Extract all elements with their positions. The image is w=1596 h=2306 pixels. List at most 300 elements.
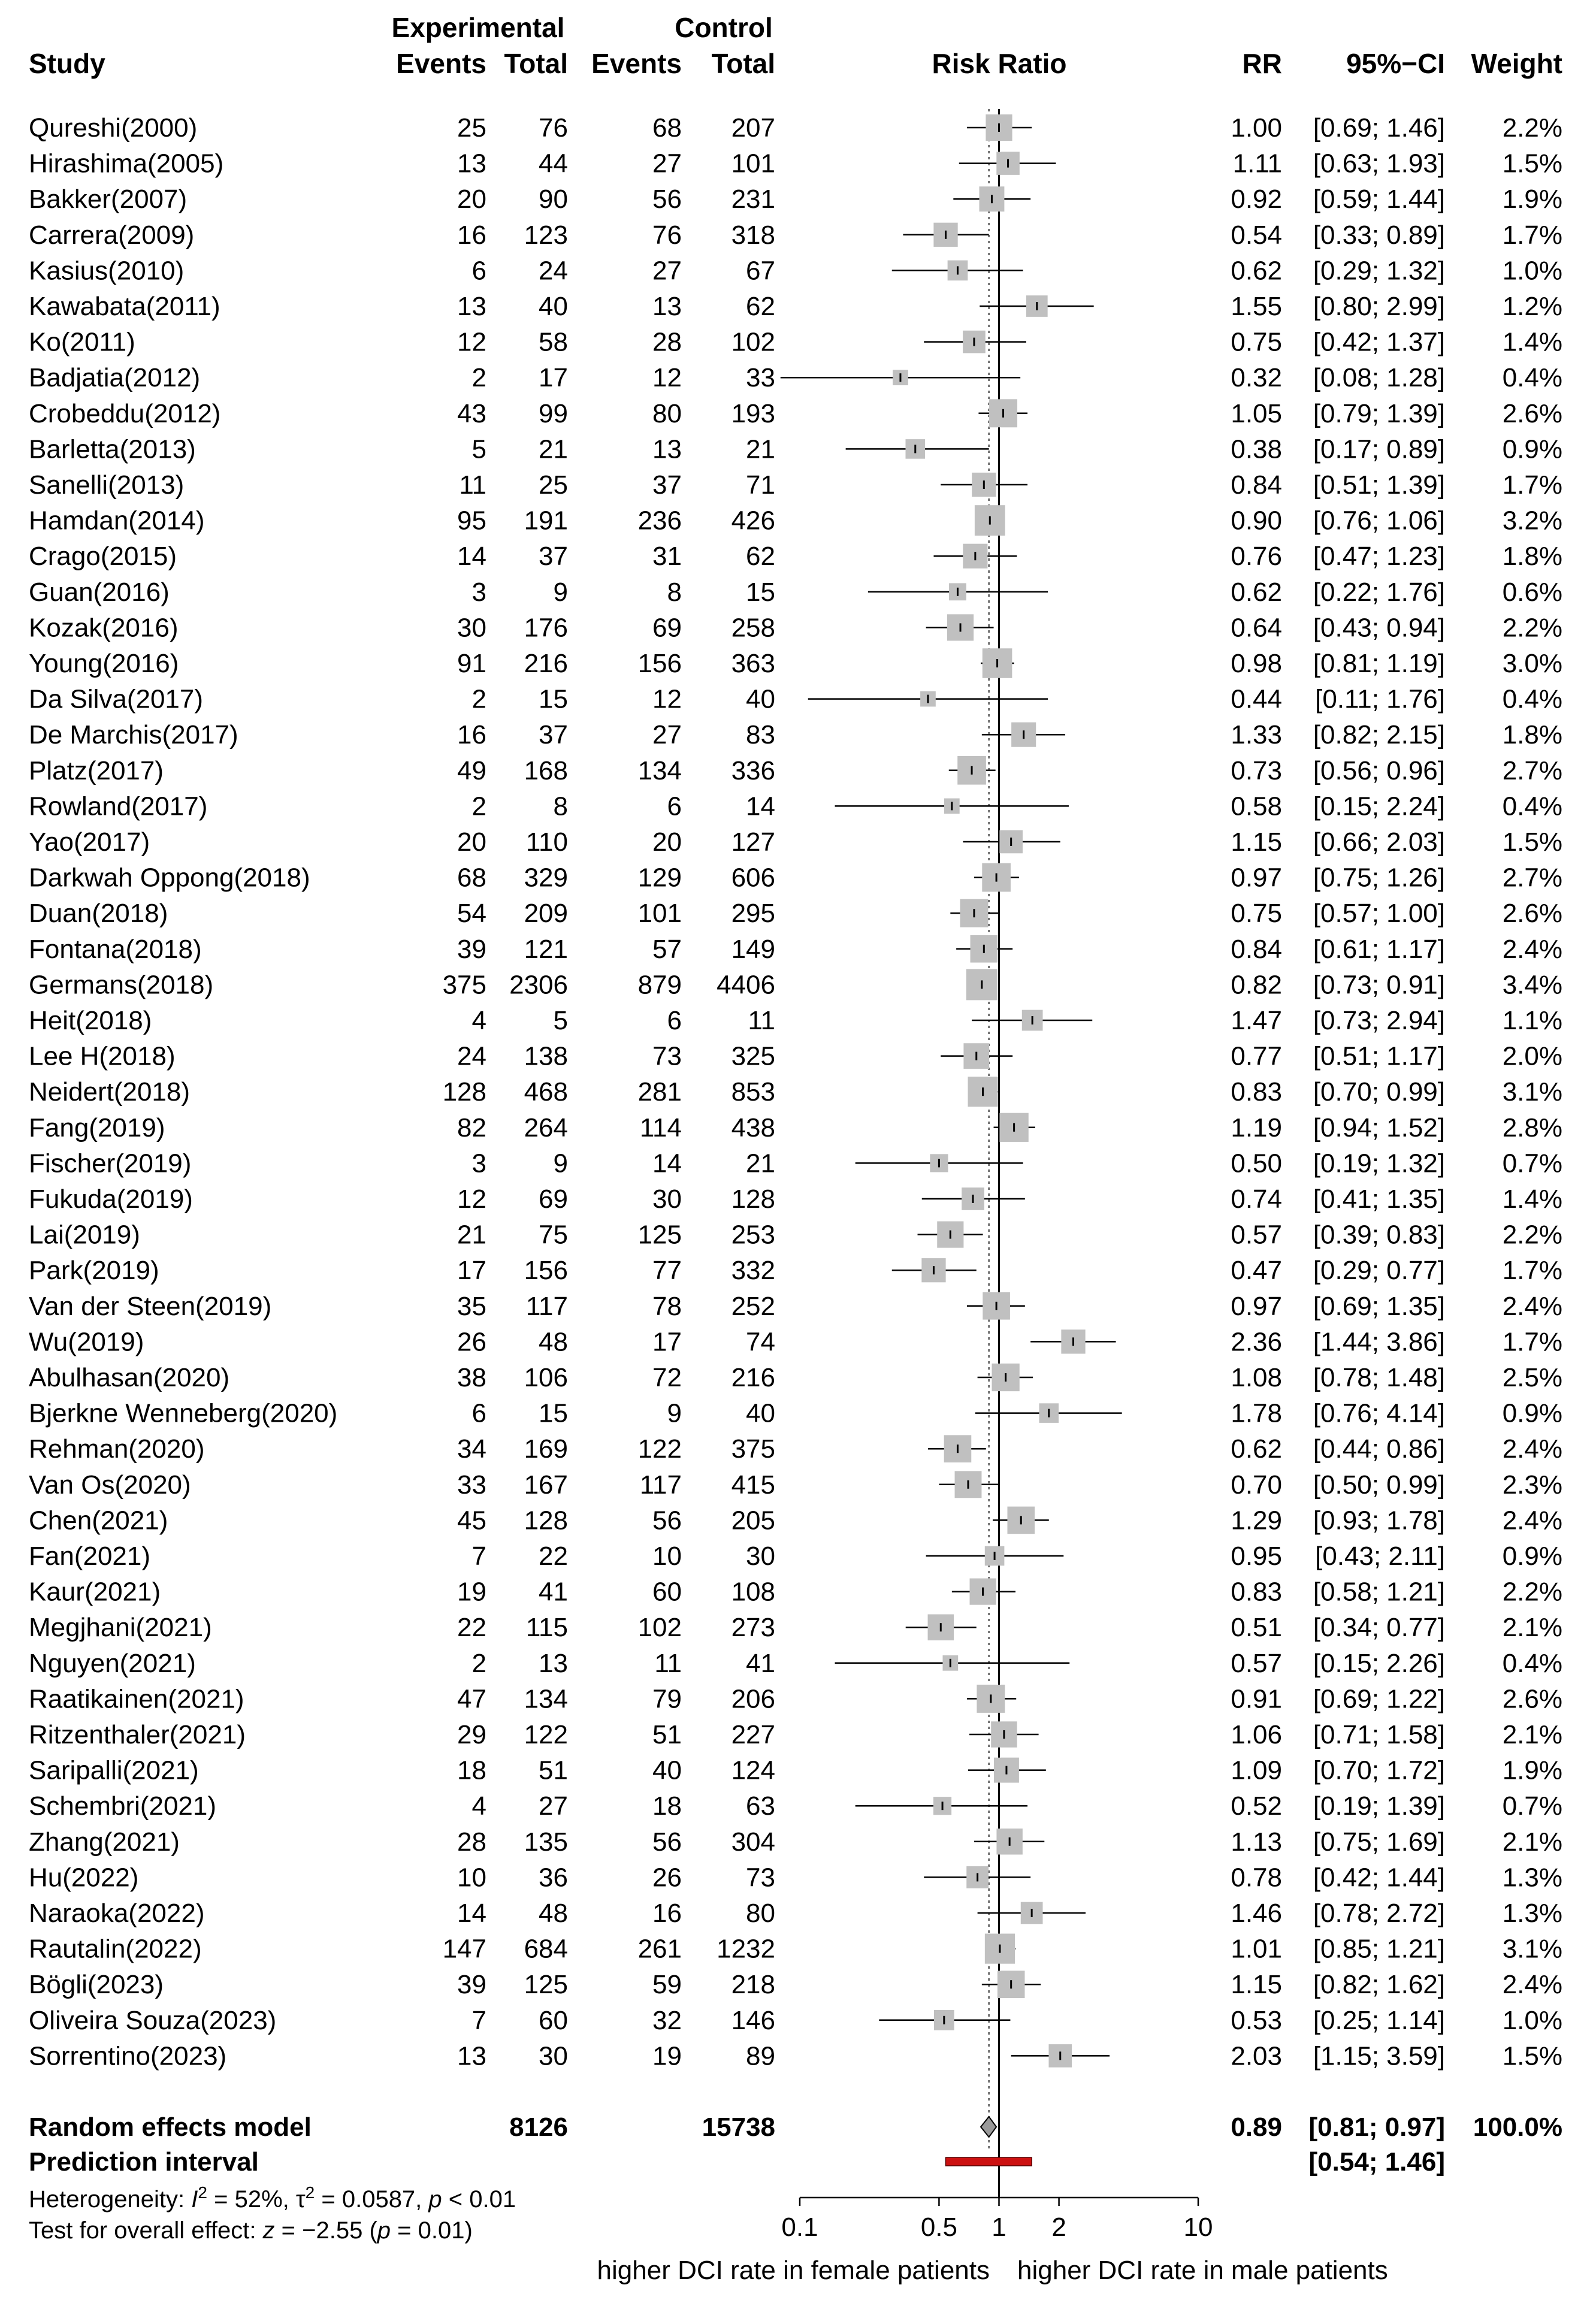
study-name: Raatikainen(2021) xyxy=(29,1684,244,1714)
ctl-total: 108 xyxy=(731,1577,775,1607)
x-tick-label: 0.1 xyxy=(781,2213,818,2242)
rr-value: 0.57 xyxy=(1231,1648,1282,1678)
ctl-total: 375 xyxy=(731,1434,775,1464)
exp-total: 125 xyxy=(524,1970,568,2000)
rr-value: 0.90 xyxy=(1231,506,1282,536)
exp-events: 43 xyxy=(457,398,486,428)
ctl-events: 78 xyxy=(652,1291,682,1321)
weight-value: 2.7% xyxy=(1502,863,1562,893)
ci-value: [0.43; 2.11] xyxy=(1315,1542,1445,1571)
ctl-events: 125 xyxy=(637,1220,682,1250)
exp-total: 37 xyxy=(539,720,568,750)
ci-value: [0.70; 1.72] xyxy=(1313,1755,1445,1785)
exp-total: 30 xyxy=(539,2041,568,2071)
ci-value: [0.82; 1.62] xyxy=(1313,1970,1445,2000)
ctl-total: 1232 xyxy=(717,1934,775,1964)
ctl-events: 11 xyxy=(654,1648,682,1678)
exp-events: 11 xyxy=(459,470,486,500)
ctl-events: 20 xyxy=(652,827,682,857)
exp-total: 168 xyxy=(524,755,568,785)
ci-value: [0.66; 2.03] xyxy=(1313,827,1445,857)
ctl-total: 149 xyxy=(731,934,775,964)
study-name: Heit(2018) xyxy=(29,1006,152,1035)
exp-events: 54 xyxy=(457,899,486,929)
exp-total: 156 xyxy=(524,1256,568,1286)
exp-total: 41 xyxy=(539,1577,568,1607)
ctl-events: 9 xyxy=(667,1398,682,1428)
header-risk-ratio: Risk Ratio xyxy=(932,48,1067,79)
ctl-events: 6 xyxy=(667,1006,682,1035)
exp-events: 4 xyxy=(471,1006,486,1035)
ctl-events: 27 xyxy=(652,720,682,750)
weight-value: 2.6% xyxy=(1502,1684,1562,1714)
ctl-total: 73 xyxy=(746,1863,775,1893)
ctl-total: 14 xyxy=(746,791,775,821)
weight-value: 2.5% xyxy=(1502,1363,1562,1392)
exp-events: 49 xyxy=(457,755,486,785)
exp-total: 22 xyxy=(539,1542,568,1571)
rr-value: 0.75 xyxy=(1231,327,1282,357)
rr-value: 0.52 xyxy=(1231,1791,1282,1821)
study-name: Zhang(2021) xyxy=(29,1827,180,1857)
exp-total: 110 xyxy=(525,827,568,857)
exp-events: 18 xyxy=(457,1755,486,1785)
rr-value: 1.15 xyxy=(1231,827,1282,857)
ctl-total: 128 xyxy=(731,1184,775,1214)
ci-value: [0.29; 0.77] xyxy=(1313,1256,1445,1286)
rr-value: 1.19 xyxy=(1231,1113,1282,1143)
exp-total: 36 xyxy=(539,1863,568,1893)
rr-value: 0.51 xyxy=(1231,1613,1282,1643)
exp-total: 13 xyxy=(539,1648,568,1678)
study-name: Crobeddu(2012) xyxy=(29,398,221,428)
ctl-events: 57 xyxy=(652,934,682,964)
weight-value: 1.7% xyxy=(1502,1256,1562,1286)
weight-value: 2.2% xyxy=(1502,1220,1562,1250)
study-name: Crago(2015) xyxy=(29,542,177,572)
ctl-total: 30 xyxy=(746,1542,775,1571)
weight-value: 2.4% xyxy=(1502,1506,1562,1536)
ci-value: [0.76; 4.14] xyxy=(1313,1398,1445,1428)
exp-events: 3 xyxy=(471,1149,486,1178)
exp-total: 684 xyxy=(524,1934,568,1964)
rr-value: 0.77 xyxy=(1231,1041,1282,1071)
rr-value: 0.74 xyxy=(1231,1184,1282,1214)
exp-events: 7 xyxy=(471,1542,486,1571)
ctl-total: 41 xyxy=(746,1648,775,1678)
weight-value: 3.0% xyxy=(1502,649,1562,678)
ci-value: [0.08; 1.28] xyxy=(1313,363,1445,393)
rr-value: 0.38 xyxy=(1231,434,1282,464)
ctl-events: 17 xyxy=(652,1327,682,1357)
ctl-total: 273 xyxy=(731,1613,775,1643)
rr-value: 1.33 xyxy=(1231,720,1282,750)
ci-value: [0.69; 1.46] xyxy=(1313,113,1445,143)
weight-value: 2.8% xyxy=(1502,1113,1562,1143)
ctl-events: 117 xyxy=(639,1470,682,1500)
weight-value: 1.0% xyxy=(1502,2005,1562,2035)
ci-value: [0.25; 1.14] xyxy=(1313,2005,1445,2035)
exp-total: 90 xyxy=(539,185,568,214)
x-tick-label: 10 xyxy=(1183,2213,1213,2242)
ctl-events: 32 xyxy=(652,2005,682,2035)
x-tick-label: 1 xyxy=(992,2213,1006,2242)
header-rr: RR xyxy=(1242,48,1282,79)
ctl-events: 122 xyxy=(637,1434,682,1464)
ci-value: [0.42; 1.44] xyxy=(1313,1863,1445,1893)
weight-value: 1.0% xyxy=(1502,256,1562,286)
ci-value: [0.19; 1.32] xyxy=(1313,1149,1445,1178)
weight-value: 1.8% xyxy=(1502,542,1562,572)
weight-value: 1.4% xyxy=(1502,327,1562,357)
study-name: Lai(2019) xyxy=(29,1220,140,1250)
exp-events: 82 xyxy=(457,1113,486,1143)
study-name: Van Os(2020) xyxy=(29,1470,191,1500)
weight-value: 2.2% xyxy=(1502,613,1562,643)
ctl-events: 13 xyxy=(652,292,682,321)
ci-value: [0.33; 0.89] xyxy=(1313,220,1445,250)
rr-value: 0.98 xyxy=(1231,649,1282,678)
study-name: Darkwah Oppong(2018) xyxy=(29,863,310,893)
exp-events: 13 xyxy=(457,149,486,179)
rr-value: 1.06 xyxy=(1231,1720,1282,1749)
ctl-total: 62 xyxy=(746,292,775,321)
exp-events: 7 xyxy=(471,2005,486,2035)
ctl-events: 261 xyxy=(637,1934,682,1964)
ctl-total: 438 xyxy=(731,1113,775,1143)
ctl-total: 11 xyxy=(748,1006,775,1035)
study-name: Fan(2021) xyxy=(29,1542,151,1571)
ctl-events: 12 xyxy=(652,684,682,714)
exp-total: 58 xyxy=(539,327,568,357)
rr-value: 2.03 xyxy=(1231,2041,1282,2071)
ctl-total: 332 xyxy=(731,1256,775,1286)
study-name: Germans(2018) xyxy=(29,970,214,1000)
rr-value: 1.29 xyxy=(1231,1506,1282,1536)
exp-events: 2 xyxy=(471,791,486,821)
ci-value: [0.63; 1.93] xyxy=(1313,149,1445,179)
ctl-total: 318 xyxy=(731,220,775,250)
exp-events: 39 xyxy=(457,934,486,964)
ctl-total: 83 xyxy=(746,720,775,750)
ci-value: [0.11; 1.76] xyxy=(1315,684,1445,714)
exp-events: 91 xyxy=(457,649,486,678)
weight-value: 2.1% xyxy=(1502,1613,1562,1643)
rr-value: 0.84 xyxy=(1231,934,1282,964)
ctl-total: 67 xyxy=(746,256,775,286)
rr-value: 0.64 xyxy=(1231,613,1282,643)
rr-value: 0.62 xyxy=(1231,1434,1282,1464)
study-name: Yao(2017) xyxy=(29,827,150,857)
study-name: Naraoka(2022) xyxy=(29,1899,205,1928)
pooled-label: Random effects model xyxy=(29,2112,312,2142)
ci-value: [0.29; 1.32] xyxy=(1313,256,1445,286)
rr-value: 0.32 xyxy=(1231,363,1282,393)
x-label-left: higher DCI rate in female patients xyxy=(597,2256,990,2285)
ctl-events: 14 xyxy=(652,1149,682,1178)
exp-events: 6 xyxy=(471,1398,486,1428)
exp-total: 216 xyxy=(524,649,568,678)
study-name: Rautalin(2022) xyxy=(29,1934,202,1964)
study-name: Bakker(2007) xyxy=(29,185,188,214)
rr-value: 0.62 xyxy=(1231,256,1282,286)
ci-value: [0.94; 1.52] xyxy=(1313,1113,1445,1143)
exp-events: 26 xyxy=(457,1327,486,1357)
ci-value: [0.58; 1.21] xyxy=(1313,1577,1445,1607)
ctl-total: 426 xyxy=(731,506,775,536)
study-name: Platz(2017) xyxy=(29,755,164,785)
pooled-exp-total: 8126 xyxy=(509,2112,568,2142)
weight-value: 2.6% xyxy=(1502,398,1562,428)
exp-total: 329 xyxy=(524,863,568,893)
exp-events: 5 xyxy=(471,434,486,464)
ctl-total: 80 xyxy=(746,1899,775,1928)
rr-value: 1.55 xyxy=(1231,292,1282,321)
weight-value: 2.4% xyxy=(1502,1970,1562,2000)
rr-value: 0.84 xyxy=(1231,470,1282,500)
exp-events: 25 xyxy=(457,113,486,143)
ctl-events: 101 xyxy=(637,899,682,929)
exp-events: 147 xyxy=(442,1934,486,1964)
ctl-total: 89 xyxy=(746,2041,775,2071)
study-name: Fukuda(2019) xyxy=(29,1184,193,1214)
exp-total: 48 xyxy=(539,1327,568,1357)
exp-total: 122 xyxy=(524,1720,568,1749)
ctl-events: 30 xyxy=(652,1184,682,1214)
ci-value: [0.69; 1.22] xyxy=(1313,1684,1445,1714)
exp-events: 375 xyxy=(442,970,486,1000)
ctl-total: 63 xyxy=(746,1791,775,1821)
ctl-events: 72 xyxy=(652,1363,682,1392)
ci-value: [0.69; 1.35] xyxy=(1313,1291,1445,1321)
rr-value: 0.47 xyxy=(1231,1256,1282,1286)
study-name: Sorrentino(2023) xyxy=(29,2041,227,2071)
study-name: Fang(2019) xyxy=(29,1113,165,1143)
study-name: Van der Steen(2019) xyxy=(29,1291,272,1321)
rr-value: 0.76 xyxy=(1231,542,1282,572)
ctl-events: 37 xyxy=(652,470,682,500)
ctl-events: 40 xyxy=(652,1755,682,1785)
weight-value: 2.1% xyxy=(1502,1720,1562,1749)
ctl-events: 27 xyxy=(652,256,682,286)
rr-value: 0.83 xyxy=(1231,1077,1282,1107)
prediction-interval-bar xyxy=(946,2157,1032,2166)
exp-total: 115 xyxy=(525,1613,568,1643)
weight-value: 2.0% xyxy=(1502,1041,1562,1071)
ctl-total: 74 xyxy=(746,1327,775,1357)
ctl-events: 13 xyxy=(652,434,682,464)
ctl-events: 27 xyxy=(652,149,682,179)
exp-events: 16 xyxy=(457,220,486,250)
study-name: Abulhasan(2020) xyxy=(29,1363,230,1392)
exp-total: 15 xyxy=(539,684,568,714)
ctl-total: 40 xyxy=(746,684,775,714)
ci-value: [0.44; 0.86] xyxy=(1313,1434,1445,1464)
study-name: Bjerkne Wenneberg(2020) xyxy=(29,1398,338,1428)
exp-total: 69 xyxy=(539,1184,568,1214)
rr-value: 0.92 xyxy=(1231,185,1282,214)
weight-value: 0.9% xyxy=(1502,1542,1562,1571)
ctl-total: 62 xyxy=(746,542,775,572)
exp-total: 48 xyxy=(539,1899,568,1928)
weight-value: 1.5% xyxy=(1502,827,1562,857)
ci-value: [1.15; 3.59] xyxy=(1313,2041,1445,2071)
ctl-total: 15 xyxy=(746,577,775,607)
header-exp-events: Events xyxy=(396,48,486,79)
study-name: Fischer(2019) xyxy=(29,1149,192,1178)
exp-total: 123 xyxy=(524,220,568,250)
weight-value: 3.1% xyxy=(1502,1934,1562,1964)
ci-value: [0.34; 0.77] xyxy=(1313,1613,1445,1643)
ci-value: [0.80; 2.99] xyxy=(1313,292,1445,321)
ctl-total: 336 xyxy=(731,755,775,785)
x-axis xyxy=(781,2198,1213,2242)
ci-value: [0.76; 1.06] xyxy=(1313,506,1445,536)
study-name: Hirashima(2005) xyxy=(29,149,224,179)
rr-value: 0.83 xyxy=(1231,1577,1282,1607)
study-name: Kozak(2016) xyxy=(29,613,179,643)
weight-value: 1.2% xyxy=(1502,292,1562,321)
ctl-events: 31 xyxy=(652,542,682,572)
ci-value: [0.47; 1.23] xyxy=(1313,542,1445,572)
weight-value: 2.2% xyxy=(1502,113,1562,143)
rr-value: 0.44 xyxy=(1231,684,1282,714)
ctl-total: 102 xyxy=(731,327,775,357)
pooled-ci: [0.81; 0.97] xyxy=(1308,2112,1445,2142)
ci-value: [0.79; 1.39] xyxy=(1313,398,1445,428)
ctl-total: 227 xyxy=(731,1720,775,1749)
exp-total: 24 xyxy=(539,256,568,286)
exp-events: 13 xyxy=(457,2041,486,2071)
rr-value: 0.62 xyxy=(1231,577,1282,607)
ctl-total: 40 xyxy=(746,1398,775,1428)
plot-marks xyxy=(781,109,1122,2198)
rr-value: 1.46 xyxy=(1231,1899,1282,1928)
study-name: Nguyen(2021) xyxy=(29,1648,196,1678)
ctl-events: 68 xyxy=(652,113,682,143)
study-name: Kawabata(2011) xyxy=(29,292,220,321)
weight-value: 0.9% xyxy=(1502,434,1562,464)
ci-value: [0.70; 0.99] xyxy=(1313,1077,1445,1107)
exp-events: 95 xyxy=(457,506,486,536)
study-name: Ko(2011) xyxy=(29,327,135,357)
ctl-events: 236 xyxy=(637,506,682,536)
study-name: Young(2016) xyxy=(29,649,179,678)
rr-value: 0.97 xyxy=(1231,1291,1282,1321)
exp-events: 28 xyxy=(457,1827,486,1857)
ci-value: [0.85; 1.21] xyxy=(1313,1934,1445,1964)
weight-value: 2.4% xyxy=(1502,934,1562,964)
x-label-right: higher DCI rate in male patients xyxy=(1017,2256,1388,2285)
exp-total: 21 xyxy=(539,434,568,464)
exp-total: 117 xyxy=(525,1291,568,1321)
weight-value: 2.1% xyxy=(1502,1827,1562,1857)
weight-value: 3.2% xyxy=(1502,506,1562,536)
rr-value: 1.05 xyxy=(1231,398,1282,428)
rr-value: 0.91 xyxy=(1231,1684,1282,1714)
exp-total: 17 xyxy=(539,363,568,393)
study-name: Saripalli(2021) xyxy=(29,1755,199,1785)
ci-value: [0.78; 1.48] xyxy=(1313,1363,1445,1392)
ctl-events: 10 xyxy=(652,1542,682,1571)
rr-value: 0.73 xyxy=(1231,755,1282,785)
ctl-events: 879 xyxy=(637,970,682,1000)
ctl-events: 18 xyxy=(652,1791,682,1821)
exp-total: 167 xyxy=(524,1470,568,1500)
weight-value: 3.1% xyxy=(1502,1077,1562,1107)
exp-events: 68 xyxy=(457,863,486,893)
rr-value: 0.78 xyxy=(1231,1863,1282,1893)
exp-total: 60 xyxy=(539,2005,568,2035)
rr-value: 2.36 xyxy=(1231,1327,1282,1357)
exp-total: 468 xyxy=(524,1077,568,1107)
ctl-total: 21 xyxy=(746,1149,775,1178)
study-name: Carrera(2009) xyxy=(29,220,195,250)
rr-value: 1.13 xyxy=(1231,1827,1282,1857)
ctl-events: 28 xyxy=(652,327,682,357)
pooled-weight: 100.0% xyxy=(1473,2112,1562,2142)
rr-value: 0.53 xyxy=(1231,2005,1282,2035)
ctl-total: 33 xyxy=(746,363,775,393)
prediction-ci: [0.54; 1.46] xyxy=(1308,2147,1445,2177)
exp-events: 2 xyxy=(471,684,486,714)
weight-value: 0.9% xyxy=(1502,1398,1562,1428)
exp-total: 5 xyxy=(553,1006,568,1035)
ci-value: [0.78; 2.72] xyxy=(1313,1899,1445,1928)
ctl-total: 124 xyxy=(731,1755,775,1785)
rr-value: 0.75 xyxy=(1231,899,1282,929)
weight-value: 1.7% xyxy=(1502,1327,1562,1357)
ctl-events: 69 xyxy=(652,613,682,643)
exp-events: 38 xyxy=(457,1363,486,1392)
study-name: Guan(2016) xyxy=(29,577,170,607)
ctl-events: 60 xyxy=(652,1577,682,1607)
ctl-total: 606 xyxy=(731,863,775,893)
ctl-total: 4406 xyxy=(717,970,775,1000)
study-name: Sanelli(2013) xyxy=(29,470,185,500)
ctl-events: 77 xyxy=(652,1256,682,1286)
weight-value: 2.4% xyxy=(1502,1434,1562,1464)
exp-total: 209 xyxy=(524,899,568,929)
rr-value: 1.15 xyxy=(1231,1970,1282,2000)
rr-value: 1.47 xyxy=(1231,1006,1282,1035)
study-name: Kaur(2021) xyxy=(29,1577,161,1607)
pooled-diamond xyxy=(981,2117,996,2137)
weight-value: 0.6% xyxy=(1502,577,1562,607)
study-name: Fontana(2018) xyxy=(29,934,202,964)
ctl-events: 19 xyxy=(652,2041,682,2071)
weight-value: 2.6% xyxy=(1502,899,1562,929)
rr-value: 0.95 xyxy=(1231,1542,1282,1571)
ctl-total: 253 xyxy=(731,1220,775,1250)
weight-value: 1.4% xyxy=(1502,1184,1562,1214)
ctl-total: 127 xyxy=(731,827,775,857)
ctl-events: 114 xyxy=(639,1113,682,1143)
ctl-total: 218 xyxy=(731,1970,775,2000)
exp-events: 19 xyxy=(457,1577,486,1607)
exp-total: 75 xyxy=(539,1220,568,1250)
weight-value: 0.7% xyxy=(1502,1149,1562,1178)
ci-value: [0.57; 1.00] xyxy=(1313,899,1445,929)
ci-value: [0.59; 1.44] xyxy=(1313,185,1445,214)
exp-events: 34 xyxy=(457,1434,486,1464)
exp-total: 27 xyxy=(539,1791,568,1821)
ci-value: [0.73; 0.91] xyxy=(1313,970,1445,1000)
ctl-total: 415 xyxy=(731,1470,775,1500)
pooled-rr: 0.89 xyxy=(1231,2112,1282,2142)
weight-value: 2.3% xyxy=(1502,1470,1562,1500)
weight-value: 3.4% xyxy=(1502,970,1562,1000)
